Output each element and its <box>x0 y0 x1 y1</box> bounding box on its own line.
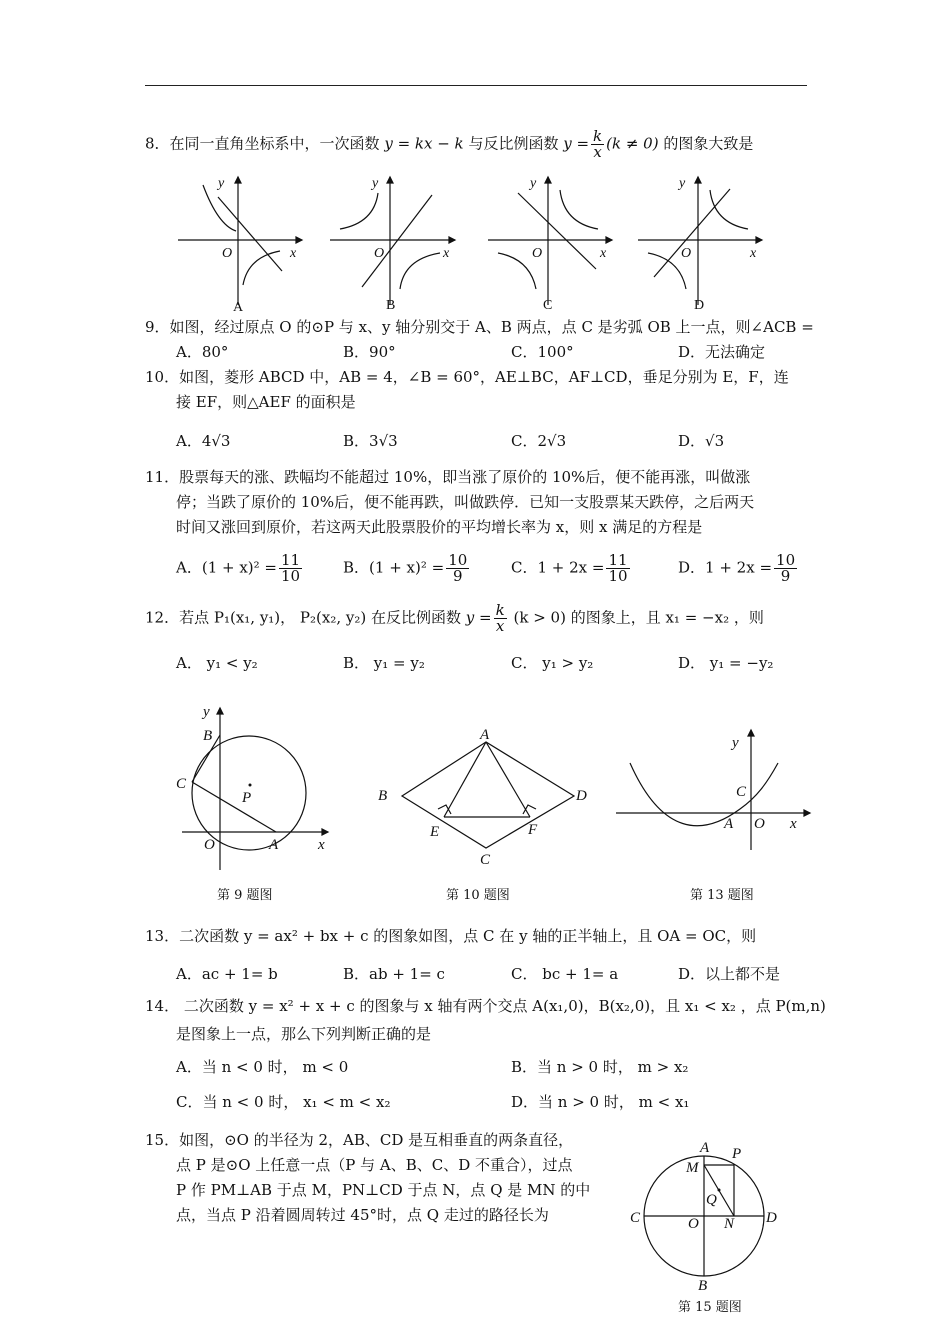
header-rule <box>145 85 807 86</box>
q13-stem: 13．二次函数 y = ax² + bx + c 的图象如图，点 C 在 y 轴的正半轴上，且 OA = OC，则 <box>145 927 757 945</box>
fig9 <box>170 700 330 880</box>
fig15-n-label: N <box>724 1216 735 1232</box>
q11-option-d: D．1 + 2x = $\frac{10}{9}$ <box>678 551 796 585</box>
q10-option-a: A．4√3 <box>176 432 231 450</box>
fig9-b-label: B <box>203 728 213 744</box>
q8-graph-a <box>178 177 302 305</box>
q13-option-c: C． bc + 1= a <box>511 965 619 983</box>
fig10-f-label: F <box>528 822 538 838</box>
q8b-o-label: O <box>374 246 385 261</box>
q8d-y-label: y <box>679 176 686 191</box>
fig15-b-label: B <box>698 1278 708 1294</box>
fig9-x-label: x <box>318 837 325 853</box>
fig15 <box>626 1138 786 1298</box>
q13-option-a: A．ac + 1= b <box>176 965 278 983</box>
fig13-a-label: A <box>724 816 734 832</box>
fig10-caption: 第 10 题图 <box>446 888 510 903</box>
q9-option-c: C．100° <box>511 343 574 361</box>
fig10 <box>370 722 600 872</box>
fig10-d-label: D <box>576 788 587 804</box>
fig13-x-label: x <box>790 816 797 832</box>
q12-option-b: B． y₁ = y₂ <box>343 654 425 672</box>
fig15-q-label: Q <box>706 1192 717 1208</box>
q8-label-b: B <box>386 298 396 313</box>
q8a-y-label: y <box>218 176 225 191</box>
q8-graphs <box>0 165 950 315</box>
q8b-x-label: x <box>443 246 450 261</box>
q14-stem-line1: 14． 二次函数 y = x² + x + c 的图象与 x 轴有两个交点 A(x₁,0)，B(x₂,0)，且 x₁ < x₂ ，点 P(m,n) <box>145 997 826 1015</box>
fig13-o-label: O <box>754 816 765 832</box>
q14-option-b: B．当 n > 0 时， m > x₂ <box>511 1058 689 1076</box>
fig15-p-label: P <box>732 1146 742 1162</box>
fig15-c-label: C <box>630 1210 641 1226</box>
q13-option-b: B．ab + 1= c <box>343 965 445 983</box>
fig13 <box>612 725 812 855</box>
fig9-y-label: y <box>203 704 210 720</box>
q8-graph-d <box>638 177 762 305</box>
q10-option-b: B．3√3 <box>343 432 398 450</box>
fig9-o-label: O <box>204 837 215 853</box>
q8c-o-label: O <box>532 246 543 261</box>
q14-option-d: D．当 n > 0 时， m < x₁ <box>511 1093 690 1111</box>
fig15-a-label: A <box>700 1140 710 1156</box>
fig13-caption: 第 13 题图 <box>690 888 754 903</box>
q8d-x-label: x <box>750 246 757 261</box>
q8a-x-label: x <box>290 246 297 261</box>
q8c-y-label: y <box>530 176 537 191</box>
q9-stem: 9．如图，经过原点 O 的⊙P 与 x、y 轴分别交于 A、B 两点，点 C 是劣弧 OB 上一点，则∠ACB = <box>145 318 814 336</box>
q8-label-d: D <box>694 298 705 313</box>
q8b-y-label: y <box>372 176 379 191</box>
fig9-c-label: C <box>176 776 187 792</box>
q8-label-a: A <box>233 300 244 315</box>
q9-option-d: D．无法确定 <box>678 343 766 361</box>
q10-stem-line1: 10．如图，菱形 ABCD 中，AB = 4，∠B = 60°，AE⊥BC，AF⊥CD，垂足分别为 E，F，连 <box>145 368 789 386</box>
q15-stem-line2: 点 P 是⊙O 上任意一点（P 与 A、B、C、D 不重合），过点 <box>176 1156 573 1174</box>
fig13-c-label: C <box>736 784 747 800</box>
q13-option-d: D．以上都不是 <box>678 965 781 983</box>
fig15-o-label: O <box>688 1216 699 1232</box>
q11-stem-line3: 时间又涨回到原价，若这两天此股票股价的平均增长率为 x，则 x 满足的方程是 <box>176 518 703 536</box>
q12-option-d: D． y₁ = −y₂ <box>678 654 774 672</box>
q8d-o-label: O <box>681 246 692 261</box>
q11-option-c: C．1 + 2x = $\frac{11}{10}$ <box>511 551 628 585</box>
fig13-y-label: y <box>732 735 739 751</box>
q9-option-a: A．80° <box>176 343 229 361</box>
fig10-a-label: A <box>480 727 490 743</box>
fig9-a-label: A <box>269 837 279 853</box>
fig9-p-label: P <box>242 790 252 806</box>
q11-stem-line2: 停；当跌了原价的 10%后，便不能再跌，叫做跌停．已知一支股票某天跌停，之后两天 <box>176 493 755 511</box>
q12-option-c: C． y₁ > y₂ <box>511 654 594 672</box>
fig15-m-label: M <box>686 1160 699 1176</box>
q14-option-a: A．当 n < 0 时， m < 0 <box>176 1058 349 1076</box>
q8-label-c: C <box>543 298 553 313</box>
q8-graph-b <box>330 177 455 305</box>
q10-option-c: C．2√3 <box>511 432 567 450</box>
q8-graph-c <box>488 177 612 305</box>
fig15-caption: 第 15 题图 <box>678 1300 742 1315</box>
q11-option-a: A．(1 + x)² = $\frac{11}{10}$ <box>176 551 301 585</box>
q15-stem-line4: 点，当点 P 沿着圆周转过 45°时，点 Q 走过的路径长为 <box>176 1206 549 1224</box>
q8c-x-label: x <box>600 246 607 261</box>
q11-stem-line1: 11．股票每天的涨、跌幅均不能超过 10%，即当涨了原价的 10%后，便不能再涨，叫做涨 <box>145 468 751 486</box>
q11-option-b: B．(1 + x)² = $\frac{10}{9}$ <box>343 551 468 585</box>
q12-stem: 12．若点 P₁(x₁, y₁)， P₂(x₂, y₂) 在反比例函数 y = $\frac{k}{x}$ (k > 0) 的图象上，且 x₁ = −x₂ ，则 <box>145 601 764 635</box>
q8-stem: 8．在同一直角坐标系中，一次函数 y = kx − k 与反比例函数 y = $\frac{k}{x}$ (k ≠ 0) 的图象大致是 <box>145 127 754 161</box>
q14-option-c: C．当 n < 0 时， x₁ < m < x₂ <box>176 1093 391 1111</box>
fig9-caption: 第 9 题图 <box>217 888 273 903</box>
q10-stem-line2: 接 EF，则△AEF 的面积是 <box>176 393 356 411</box>
q8a-o-label: O <box>222 246 233 261</box>
q12-option-a: A． y₁ < y₂ <box>176 654 258 672</box>
q10-option-d: D．√3 <box>678 432 725 450</box>
q15-stem-line3: P 作 PM⊥AB 于点 M，PN⊥CD 于点 N，点 Q 是 MN 的中 <box>176 1181 591 1199</box>
fig10-e-label: E <box>430 824 440 840</box>
fig10-c-label: C <box>480 852 491 868</box>
q14-stem-line2: 是图象上一点，那么下列判断正确的是 <box>176 1025 432 1043</box>
fig10-b-label: B <box>378 788 388 804</box>
q15-stem-line1: 15．如图，⊙O 的半径为 2，AB、CD 是互相垂直的两条直径， <box>145 1131 574 1149</box>
fig15-d-label: D <box>766 1210 777 1226</box>
q9-option-b: B．90° <box>343 343 396 361</box>
